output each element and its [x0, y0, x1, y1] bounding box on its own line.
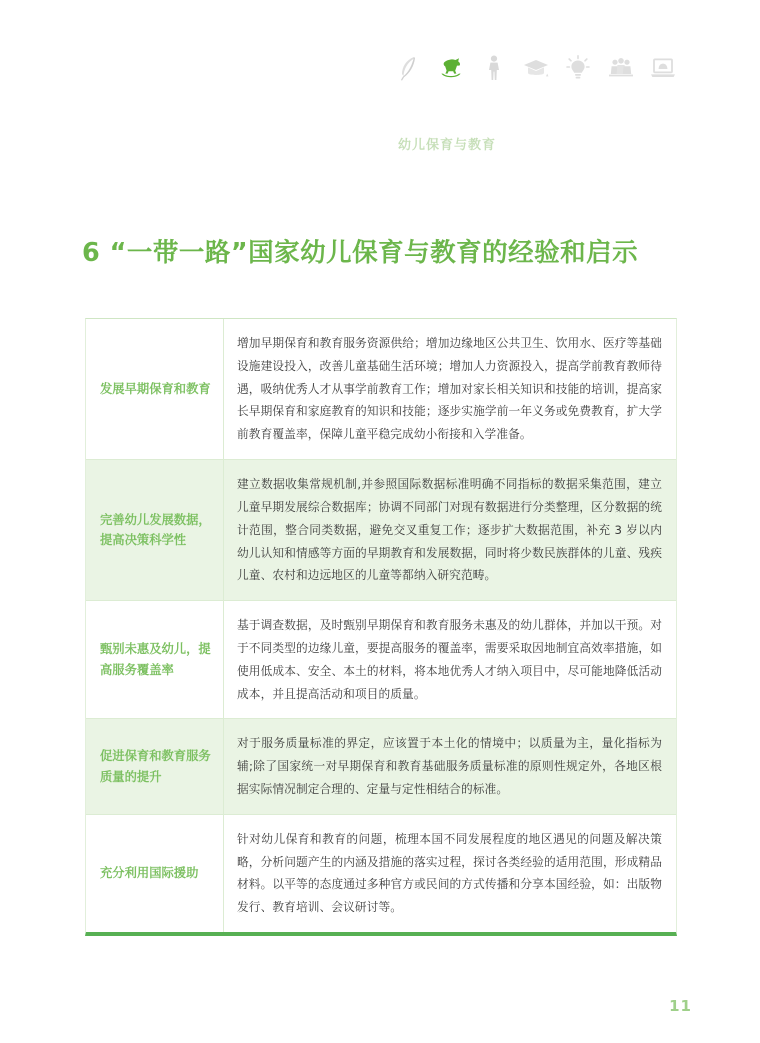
recommendations-table — [85, 318, 677, 936]
page-number: 11 — [669, 997, 692, 1015]
table-row — [86, 815, 676, 932]
child-figure-icon — [481, 54, 507, 82]
rocking-horse-icon — [438, 54, 464, 82]
table-row-label: 甄别未惠及幼儿，提高服务覆盖率 — [86, 601, 224, 718]
lightbulb-icon — [565, 54, 591, 82]
table-row — [86, 601, 676, 719]
table-row-body: 建立数据收集常规机制,并参照国际数据标准明确不同指标的数据采集范围，建立儿童早期发展综合数据库；协调不同部门对现有数据进行分类整理，区分数据的统计范围，整合同类数据，避免交叉重复工作；逐步扩大数据范围，补充 3 岁以内幼儿认知和情感等方面的早期教育和发展数据，同时将少数民族群体的儿童、残疾儿童、农村和边远地区的儿童等都纳入研究范畴。 — [237, 477, 662, 583]
page-title: 6 “一带一路”国家幼儿保育与教育的经验和启示 — [82, 238, 639, 269]
table-row-body: 对于服务质量标准的界定，应该置于本土化的情境中；以质量为主，量化指标为辅;除了国家统一对早期保育和教育基础服务质量标准的原则性规定外，各地区根据实际情况制定合理的、定量与定性相结合的标准。 — [237, 736, 662, 796]
table-row-label: 发展早期保育和教育 — [86, 319, 224, 459]
table-row-label: 促进保育和教育服务质量的提升 — [86, 719, 224, 813]
people-group-icon — [608, 54, 634, 82]
table-row-body: 基于调查数据，及时甄别早期保育和教育服务未惠及的幼儿群体，并加以干预。对于不同类型的边缘儿童，要提高服务的覆盖率，需要采取因地制宜高效率措施，如使用低成本、安全、本土的材料，将本地优秀人才纳入项目中，尽可能地降低活动成本，并且提高活动和项目的质量。 — [237, 618, 662, 701]
feather-icon — [396, 54, 422, 82]
graduation-cap-icon — [523, 54, 549, 82]
table-row — [86, 719, 676, 814]
header-section-label: 幼儿保育与教育 — [398, 138, 497, 153]
laptop-icon — [650, 54, 676, 82]
table-row-body: 针对幼儿保育和教育的问题，梳理本国不同发展程度的地区遇见的问题及解决策略，分析问题产生的内涵及措施的落实过程，探讨各类经验的适用范围，形成精品材料。以平等的态度通过多种官方或民间的方式传播和分享本国经验，如：出版物发行、教育培训、会议研讨等。 — [237, 831, 662, 915]
table-row — [86, 319, 676, 460]
table-row-body: 增加早期保育和教育服务资源供给；增加边缘地区公共卫生、饮用水、医疗等基础设施建设投入，改善儿童基础生活环境；增加人力资源投入，提高学前教育教师待遇，吸纳优秀人才从事学前教育工作；增加对家长相关知识和技能的培训，提高家长早期保育和家庭教育的知识和技能；逐步实施学前一年义务或免费教育，扩大学前教育覆盖率，保障儿童平稳完成幼小衔接和入学准备。 — [237, 336, 662, 442]
page-header — [0, 50, 760, 153]
table-row-label: 充分利用国际援助 — [86, 815, 224, 932]
table-row-label: 完善幼儿发展数据，提高决策科学性 — [86, 460, 224, 600]
table-row — [86, 460, 676, 601]
header-icon-row — [396, 50, 676, 82]
